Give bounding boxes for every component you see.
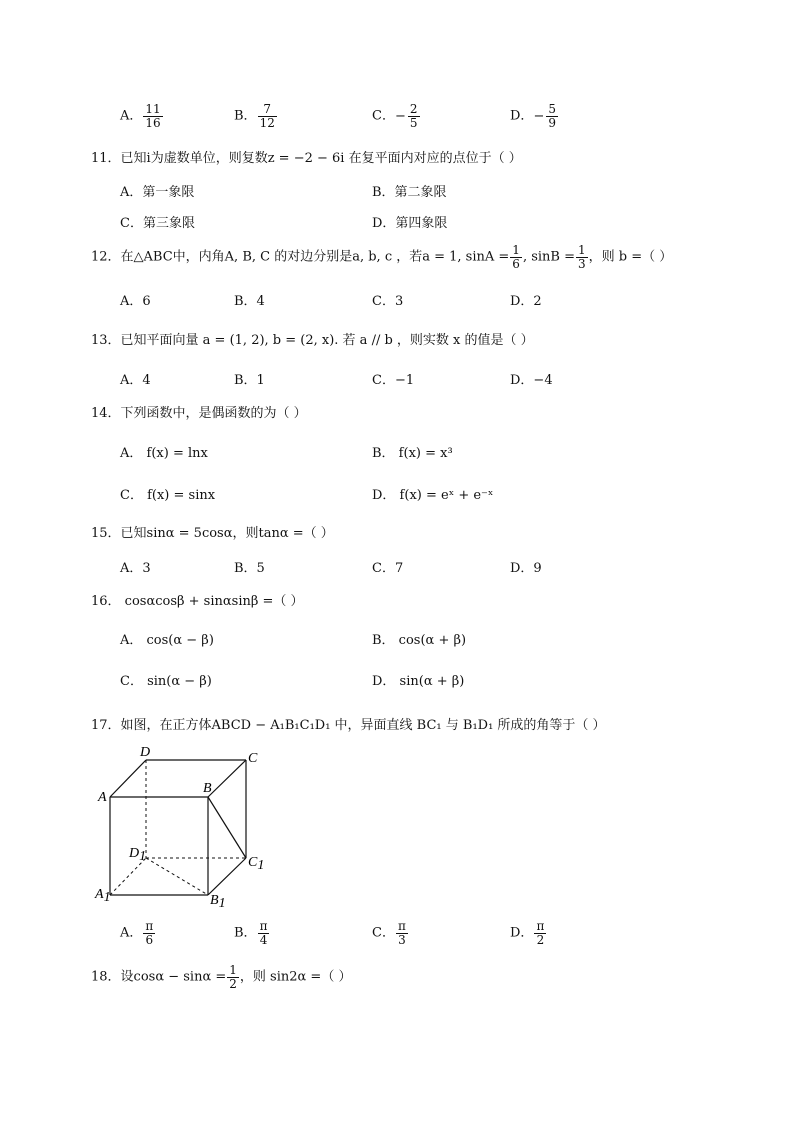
q17-option-d: D． $\frac{\pi}{2}$	[510, 919, 545, 947]
q10-option-c: C．− $\frac{2}{5}$	[372, 102, 418, 130]
q16-option-a: A． cos(α − β)	[120, 633, 214, 648]
q12-option-d: D．2	[510, 294, 542, 309]
q11-option-c: C．第三象限	[120, 216, 195, 231]
fraction: $\frac{11}{16}$	[145, 102, 161, 130]
q10-option-a: A． $\frac{11}{16}$	[120, 102, 161, 130]
segment-bc1	[208, 797, 246, 858]
q12-option-a: A．6	[120, 294, 151, 309]
q13-stem: 13．已知平面向量 a = (1, 2), b = (2, x). 若 a // b ，则实数 x 的值是（ ）	[91, 333, 534, 348]
fraction: $\frac{\pi}{6}$	[145, 919, 154, 947]
edge-bc	[208, 760, 246, 797]
q12-option-c: C．3	[372, 294, 404, 309]
label-d: D	[140, 745, 151, 760]
q10-option-d: D．− $\frac{5}{9}$	[510, 102, 556, 130]
fraction: $\frac{\pi}{2}$	[536, 919, 545, 947]
label-b: B	[203, 781, 212, 796]
q17-stem: 17．如图，在正方体ABCD − A₁B₁C₁D₁ 中，异面直线 BC₁ 与 B₁D₁ 所成的角等于（ ）	[91, 718, 606, 733]
label-d1: D1	[129, 846, 147, 864]
segment-b1d1	[146, 858, 208, 895]
q10-option-b: B． $\frac{7}{12}$	[234, 102, 275, 130]
q11-option-a: A．第一象限	[120, 185, 195, 200]
cube-figure	[90, 740, 280, 910]
q16-stem: 16． cosαcosβ + sinαsinβ =（ ）	[91, 594, 304, 609]
fraction: $\frac{\pi}{4}$	[259, 919, 268, 947]
edge-ad	[110, 760, 146, 797]
q17-option-a: A． $\frac{\pi}{6}$	[120, 919, 154, 947]
q13-option-d: D．−4	[510, 373, 553, 388]
q10-options	[0, 103, 794, 133]
q15-option-a: A．3	[120, 561, 151, 576]
q17-options	[0, 920, 794, 950]
q16-option-b: B． cos(α + β)	[372, 633, 467, 648]
fraction: $\frac{1}{6}$	[512, 243, 520, 271]
q11-option-b: B．第二象限	[372, 185, 447, 200]
q13-option-a: A．4	[120, 373, 151, 388]
q18-stem: 18．设cosα − sinα = $\frac{1}{2}$ ，则 sin2α =（ ）	[91, 963, 352, 991]
label-a1: A1	[95, 887, 111, 905]
q14-option-c: C． f(x) = sinx	[120, 488, 216, 503]
q11-option-d: D．第四象限	[372, 216, 448, 231]
q15-option-c: C．7	[372, 561, 404, 576]
q14-option-b: B． f(x) = x³	[372, 446, 453, 461]
q16-option-d: D． sin(α + β)	[372, 674, 465, 689]
q15-option-b: B．5	[234, 561, 265, 576]
q17-option-c: C． $\frac{\pi}{3}$	[372, 919, 406, 947]
edge-b1-c1	[208, 858, 246, 895]
q15-option-d: D．9	[510, 561, 542, 576]
q17-option-b: B． $\frac{\pi}{4}$	[234, 919, 268, 947]
fraction: $\frac{7}{12}$	[259, 102, 275, 130]
q16-option-c: C． sin(α − β)	[120, 674, 212, 689]
label-b1: B1	[210, 893, 226, 910]
q12-stem: 12．在△ABC中，内角A, B, C 的对边分别是a, b, c ，若a = 1, sinA = $\frac{1}{6}$ , sinB = $\frac{1}{3}$ ，则 b =（ ）	[91, 243, 673, 271]
label-c1: C1	[248, 855, 265, 873]
q14-option-d: D． f(x) = eˣ + e⁻ˣ	[372, 488, 494, 503]
fraction: $\frac{\pi}{3}$	[397, 919, 406, 947]
q13-option-c: C．−1	[372, 373, 415, 388]
q15-stem: 15．已知sinα = 5cosα，则tanα =（ ）	[91, 526, 334, 541]
q13-option-b: B．1	[234, 373, 265, 388]
q14-stem: 14．下列函数中，是偶函数的为（ ）	[91, 406, 307, 421]
fraction: $\frac{1}{3}$	[577, 243, 586, 271]
fraction: $\frac{1}{2}$	[229, 963, 237, 991]
q11-stem: 11．已知i为虚数单位，则复数z = −2 − 6i 在复平面内对应的点位于（ ）	[91, 151, 522, 166]
fraction: $\frac{2}{5}$	[409, 102, 418, 130]
label-a: A	[98, 790, 107, 805]
q14-option-a: A． f(x) = lnx	[120, 446, 208, 461]
fraction: $\frac{5}{9}$	[548, 102, 556, 130]
q12-option-b: B．4	[234, 294, 265, 309]
label-c: C	[248, 751, 258, 766]
